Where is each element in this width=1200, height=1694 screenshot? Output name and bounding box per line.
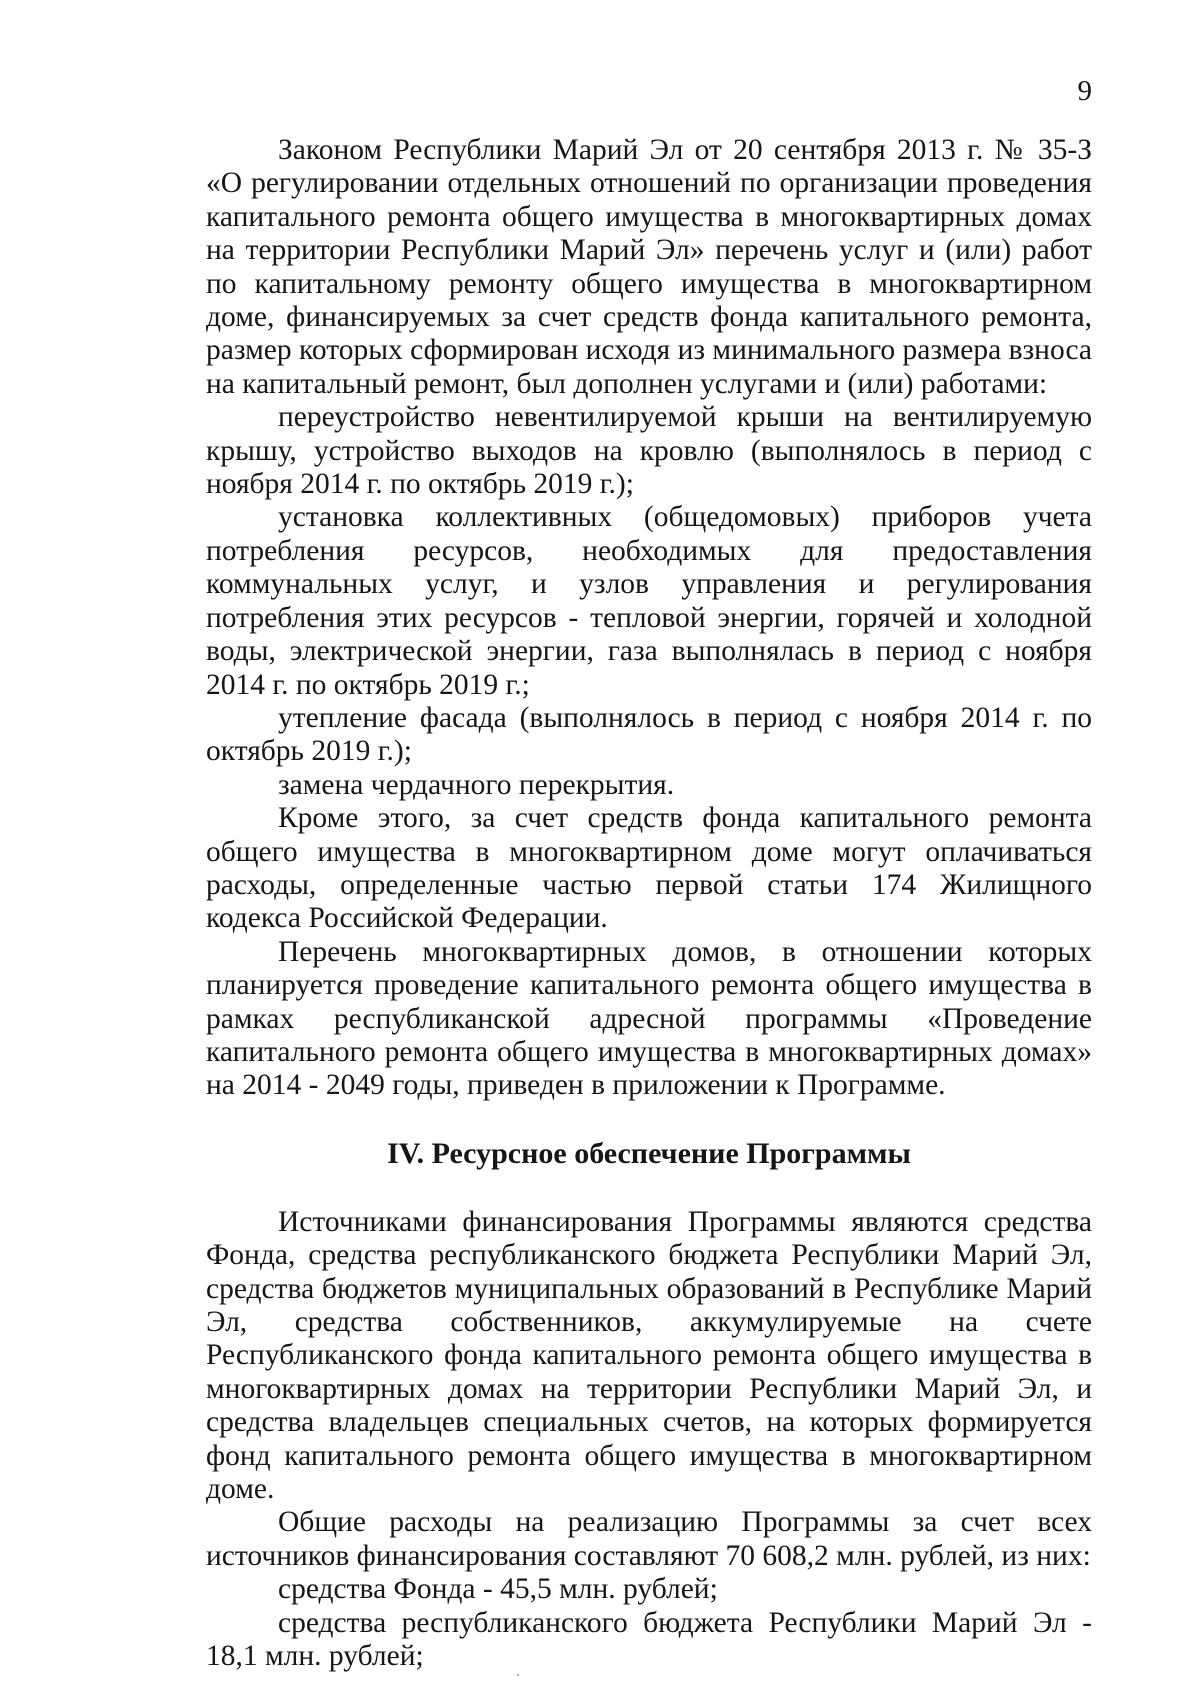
scan-speck	[517, 1674, 519, 1676]
paragraph-total-expenses: Общие расходы на реализацию Программы за счет всех источников финансирования составляют 70 608,2 млн. рублей, из них:	[206, 1506, 1092, 1572]
paragraph-metering-devices: установка коллективных (общедомовых) приборов учета потребления ресурсов, необходимых для предоставления коммунальных услуг, и узлов управления и регулирования потребления этих ресурсов - тепловой энергии, горячей и холодной воды, электрической энергии, газа выполнялась в период с ноября 2014 г. по октябрь 2019 г.;	[206, 501, 1092, 701]
paragraph-fund-amount: средства Фонда - 45,5 млн. рублей;	[278, 1573, 718, 1606]
paragraph-republic-budget-amount: средства республиканского бюджета Республики Марий Эл - 18,1 млн. рублей;	[206, 1606, 1092, 1673]
paragraph-attic-floor: замена чердачного перекрытия.	[278, 768, 675, 801]
paragraph-building-list: Перечень многоквартирных домов, в отношении которых планируется проведение капитального ремонта общего имущества в рамках республиканской адресной программы «Проведение капитального ремонта общего имущества в многоквартирных домах» на 2014 - 2049 годы, приведен в приложении к Программе.	[206, 935, 1092, 1102]
document-body	[206, 134, 1092, 1673]
section-title: IV. Ресурсное обеспечение Программы	[387, 1136, 911, 1170]
paragraph-law-reference: Законом Республики Марий Эл от 20 сентября 2013 г. № 35-З «О регулировании отдельных отношений по организации проведения капитального ремонта общего имущества в многоквартирных домах на территории Республики Марий Эл» перечень услуг и (или) работ по капитальному ремонту общего имущества в многоквартирном доме, финансируемых за счет средств фонда капитального ремонта, размер которых сформирован исходя из минимального размера взноса на капитальный ремонт, был дополнен услугами и (или) работами:	[206, 134, 1092, 400]
paragraph-roof-works: переустройство невентилируемой крыши на вентилируемую крышу, устройство выходов на кровлю (выполнялось в период с ноября 2014 г. по октябрь 2019 г.);	[206, 401, 1092, 501]
paragraph-facade-insulation: утепление фасада (выполнялось в период с ноября 2014 г. по октябрь 2019 г.);	[206, 701, 1092, 768]
page-number: 9	[1077, 75, 1092, 107]
paragraph-additional-expenses: Кроме этого, за счет средств фонда капитального ремонта общего имущества в многоквартирном доме могут оплачиваться расходы, определенные частью первой статьи 174 Жилищного кодекса Российской Федерации.	[206, 802, 1092, 935]
paragraph-funding-sources: Источниками финансирования Программы являются средства Фонда, средства республиканского бюджета Республики Марий Эл, средства бюджетов муниципальных образований в Республике Марий Эл, средства собственников, аккумулируемые на счете Республиканского фонда капитального ремонта общего имущества в многоквартирных домах на территории Республики Марий Эл, и средства владельцев специальных счетов, на которых формируется фонд капитального ремонта общего имущества в многоквартирном доме.	[206, 1205, 1092, 1506]
